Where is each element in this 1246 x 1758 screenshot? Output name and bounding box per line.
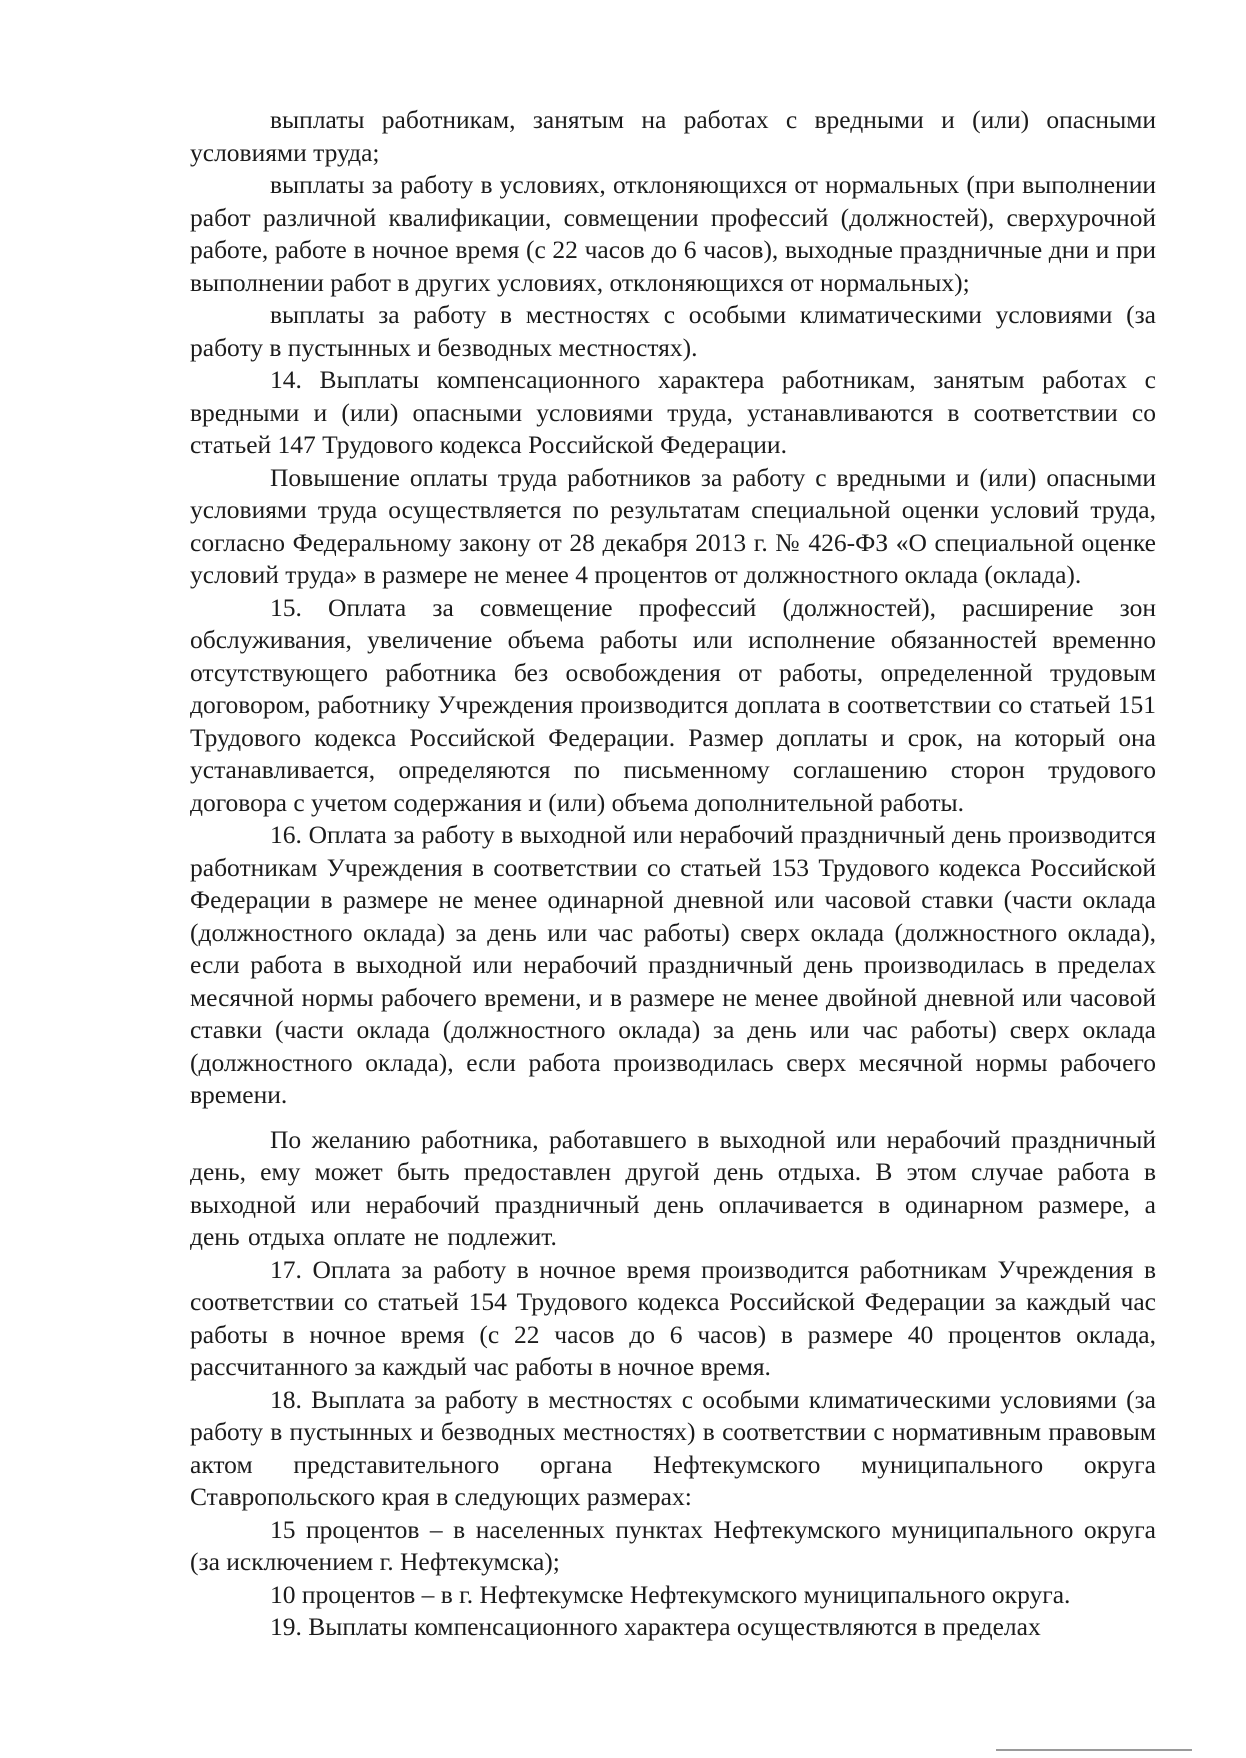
paragraph-item-16: 16. Оплата за работу в выходной или нерабочий праздничный день производится работникам Учреждения в соответствии со статьей 153 Трудового кодекса Российской Федерации в размере не менее одинарной дневной или часовой ставки (части оклада (должностного оклада) за день или час работы) сверх оклада (должностного оклада), если работа в выходной или нерабочий праздничный день производилась в пределах месячной нормы рабочего времени, и в размере не менее двойной дневной или часовой ставки (части оклада (должностного оклада) за день или час работы) сверх оклада (должностного оклада), если работа производилась сверх месячной нормы рабочего времени. xyxy=(190,820,1156,1109)
paragraph-day-off: По желанию работника, работавшего в выходной или нерабочий праздничный день, ему может быть предоставлен другой день отдыха. В этом случае работа в выходной или нерабочий праздничный день оплачивается в одинарном размере, а день отдыха оплате не подлежит. xyxy=(190,1124,1156,1251)
paragraph-pay-increase: Повышение оплаты труда работников за работу с вредными и (или) опасными условиями труда осуществляется по результатам специальной оценки условий труда, согласно Федеральному закону от 28 декабря 2013 г. № 426-ФЗ «О специальной оценке условий труда» в размере не менее 4 процентов от должностного оклада (оклада). xyxy=(190,462,1156,589)
paragraph-rate-10: 10 процентов – в г. Нефтекумске Нефтекумского муниципального округа. xyxy=(270,1579,1071,1609)
paragraph-item-17: 17. Оплата за работу в ночное время производится работникам Учреждения в соответствии со статьей 154 Трудового кодекса Российской Федерации за каждый час работы в ночное время (с 22 часов до 6 часов) в размере 40 процентов оклада, рассчитанного за каждый час работы в ночное время. xyxy=(190,1254,1156,1381)
document-page xyxy=(190,104,1156,1644)
paragraph-climatic-payments: выплаты за работу в местностях с особыми климатическими условиями (за работу в пустынных и безводных местностях). xyxy=(190,300,1156,362)
paragraph-item-18: 18. Выплата за работу в местностях с особыми климатическими условиями (за работу в пустынных и безводных местностях) в соответствии с нормативным правовым актом представительного органа Нефтекумского муниципального округа Ставропольского края в следующих размерах: xyxy=(190,1384,1156,1511)
page-edge-line xyxy=(996,1749,1192,1751)
paragraph-item-14: 14. Выплаты компенсационного характера работникам, занятым работах с вредными и (или) опасными условиями труда, устанавливаются в соответствии со статьей 147 Трудового кодекса Российской Федерации. xyxy=(190,365,1156,459)
paragraph-item-19: 19. Выплаты компенсационного характера осуществляются в пределах xyxy=(270,1612,1041,1641)
paragraph-hazardous-payments: выплаты работникам, занятым на работах с вредными и (или) опасными условиями труда; xyxy=(190,105,1156,167)
paragraph-abnormal-conditions: выплаты за работу в условиях, отклоняющихся от нормальных (при выполнении работ различной квалификации, совмещении профессий (должностей), сверхурочной работе, работе в ночное время (с 22 часов до 6 часов), выходные праздничные дни и при выполнении работ в других условиях, отклоняющихся от нормальных); xyxy=(190,170,1156,297)
paragraph-rate-15: 15 процентов – в населенных пунктах Нефтекумского муниципального округа (за исключением г. Нефтекумска); xyxy=(190,1514,1156,1576)
paragraph-item-15: 15. Оплата за совмещение профессий (должностей), расширение зон обслуживания, увеличение объема работы или исполнение обязанностей временно отсутствующего работника без освобождения от работы, определенной трудовым договором, работнику Учреждения производится доплата в соответствии со статьей 151 Трудового кодекса Российской Федерации. Размер доплаты и срок, на который она устанавливается, определяются по письменному соглашению сторон трудового договора с учетом содержания и (или) объема дополнительной работы. xyxy=(190,592,1156,817)
